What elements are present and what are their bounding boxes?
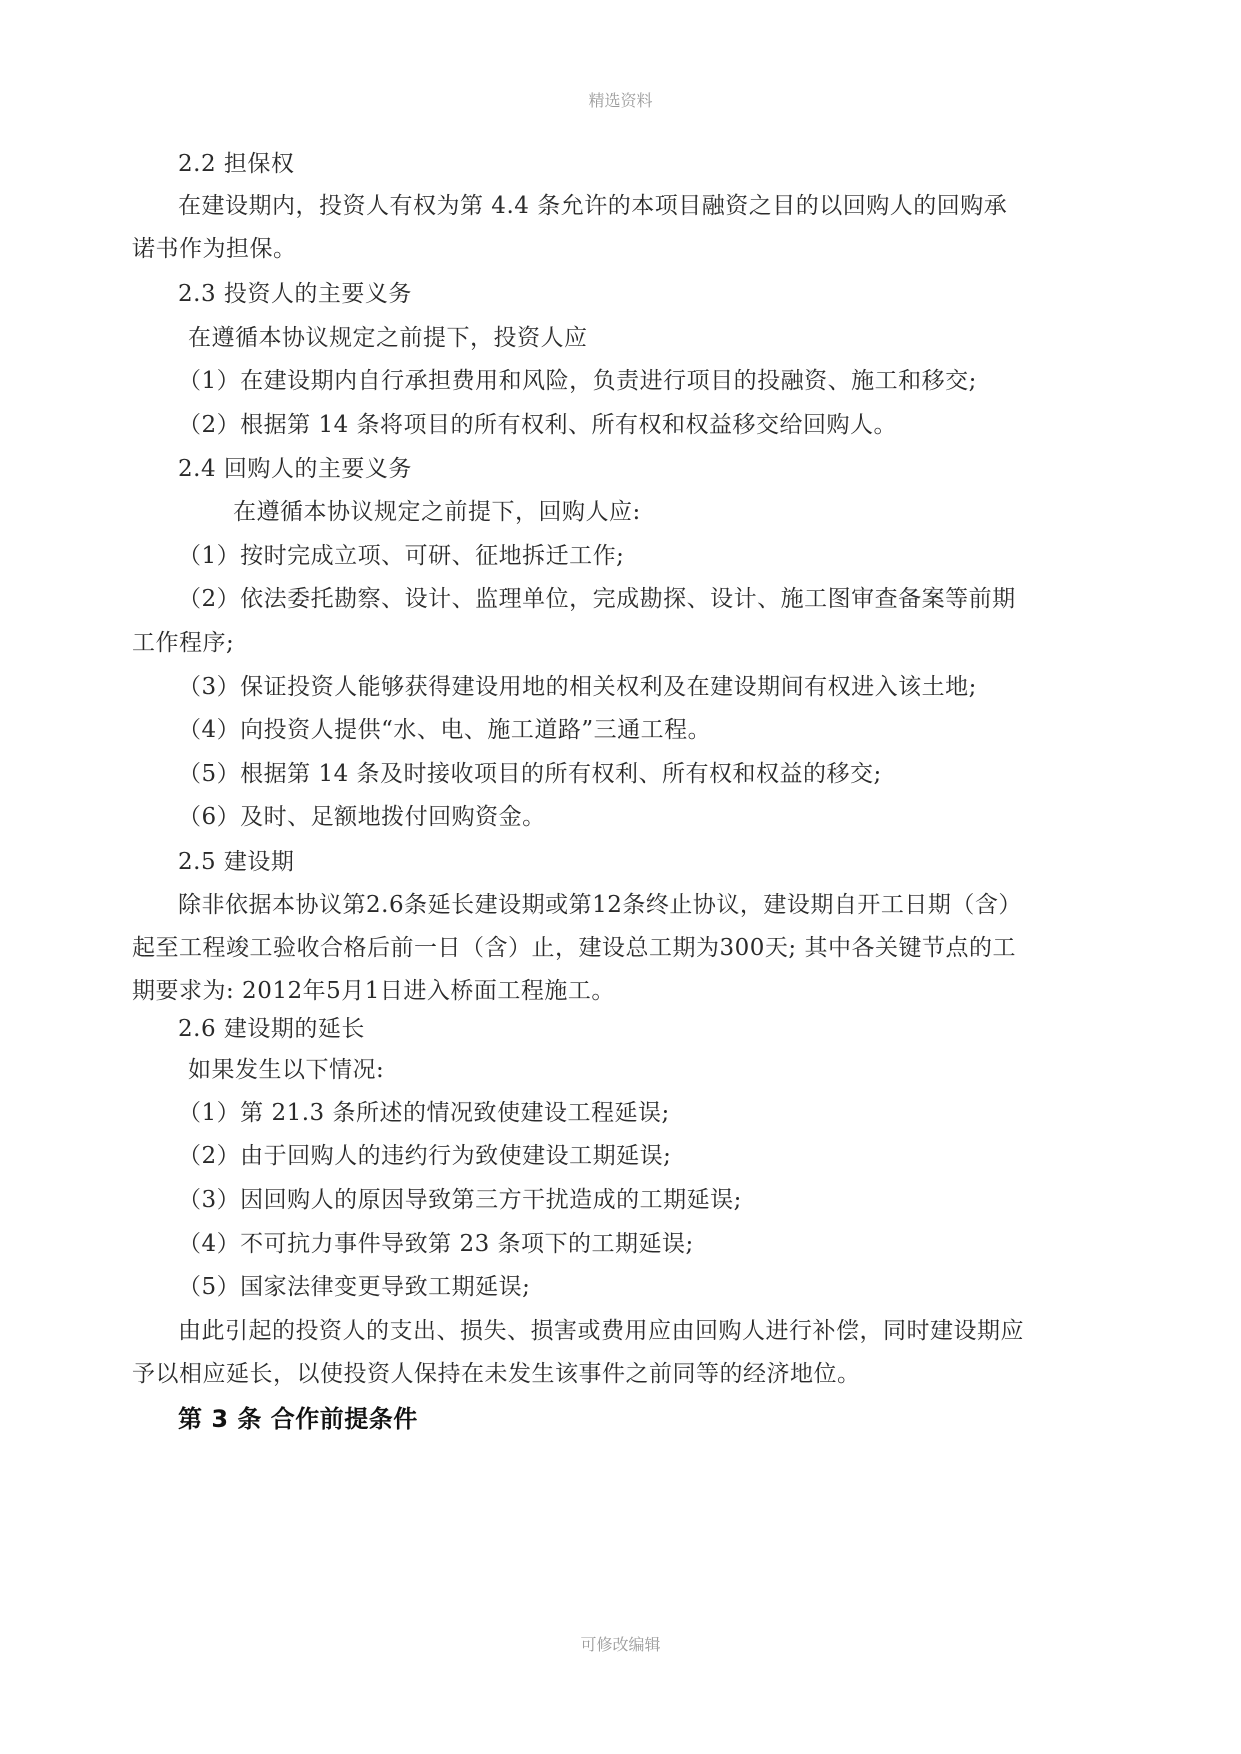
list-item: （4）不可抗力事件导致第 23 条项下的工期延误; — [178, 1231, 694, 1257]
paragraph-line: 予以相应延长，以使投资人保持在未发生该事件之前同等的经济地位。 — [132, 1361, 861, 1387]
section-heading-2-5: 2.5 建设期 — [178, 849, 295, 875]
section-heading-2-6: 2.6 建设期的延长 — [178, 1016, 365, 1042]
paragraph-line: 在遵循本协议规定之前提下，回购人应: — [233, 499, 641, 525]
section-heading-2-3: 2.3 投资人的主要义务 — [178, 281, 412, 307]
paragraph-line: 工作程序; — [132, 630, 235, 656]
section-heading-2-2: 2.2 担保权 — [178, 151, 295, 177]
paragraph-line: 如果发生以下情况: — [188, 1057, 385, 1083]
page-footer: 可修改编辑 — [580, 1635, 661, 1654]
article-3-heading: 第 3 条 合作前提条件 — [178, 1405, 418, 1433]
section-heading-2-4: 2.4 回购人的主要义务 — [178, 456, 412, 482]
paragraph-line: 在建设期内，投资人有权为第 4.4 条允许的本项目融资之目的以回购人的回购承 — [178, 193, 1008, 219]
list-item: （2）由于回购人的违约行为致使建设工期延误; — [178, 1143, 672, 1169]
list-item: （5）国家法律变更导致工期延误; — [178, 1274, 531, 1300]
paragraph-line: 期要求为: 2012年5月1日进入桥面工程施工。 — [132, 978, 615, 1004]
list-item: （2）根据第 14 条将项目的所有权利、所有权和权益移交给回购人。 — [178, 412, 898, 438]
paragraph-line: 诺书作为担保。 — [132, 236, 297, 262]
list-item: （3）因回购人的原因导致第三方干扰造成的工期延误; — [178, 1187, 742, 1213]
list-item: （1）第 21.3 条所述的情况致使建设工程延误; — [178, 1100, 670, 1126]
list-item: （4）向投资人提供“水、电、施工道路”三通工程。 — [178, 717, 712, 743]
list-item: （6）及时、足额地拨付回购资金。 — [178, 804, 546, 830]
paragraph-line: 除非依据本协议第2.6条延长建设期或第12条终止协议，建设期自开工日期（含） — [178, 892, 1022, 918]
paragraph-line: 在遵循本协议规定之前提下，投资人应 — [188, 325, 588, 351]
list-item: （1）在建设期内自行承担费用和风险，负责进行项目的投融资、施工和移交; — [178, 368, 977, 394]
list-item: （5）根据第 14 条及时接收项目的所有权利、所有权和权益的移交; — [178, 761, 882, 787]
list-item: （3）保证投资人能够获得建设用地的相关权利及在建设期间有权进入该土地; — [178, 674, 977, 700]
paragraph-line: 起至工程竣工验收合格后前一日（含）止，建设总工期为300天; 其中各关键节点的工 — [132, 935, 1016, 961]
page-header: 精选资料 — [588, 91, 653, 110]
list-item: （2）依法委托勘察、设计、监理单位，完成勘探、设计、施工图审查备案等前期 — [178, 586, 1016, 612]
paragraph-line: 由此引起的投资人的支出、损失、损害或费用应由回购人进行补偿，同时建设期应 — [178, 1318, 1024, 1344]
list-item: （1）按时完成立项、可研、征地拆迁工作; — [178, 543, 625, 569]
